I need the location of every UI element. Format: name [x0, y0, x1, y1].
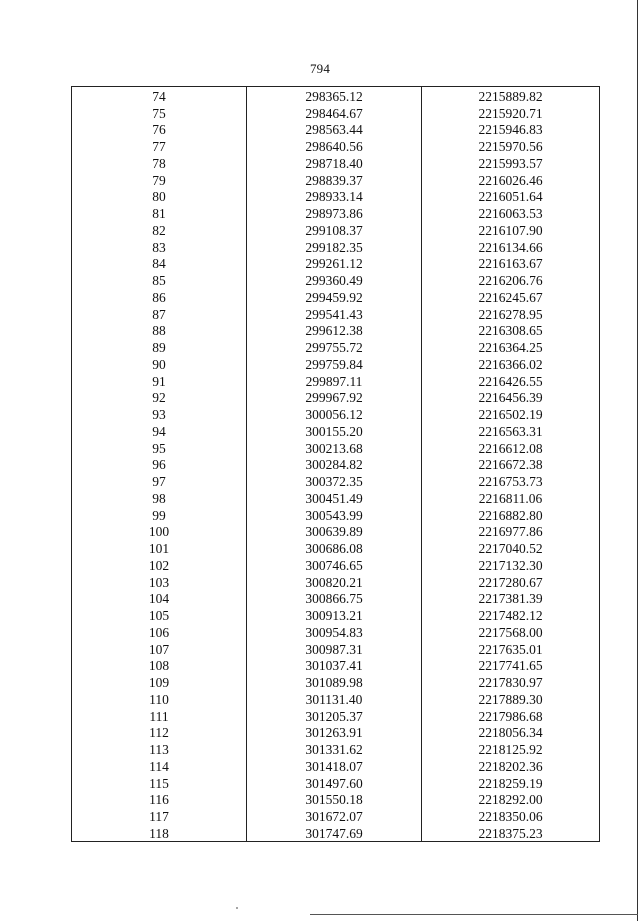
table-row: [72, 489, 600, 506]
point-number-cell: 78: [152, 155, 166, 171]
x-coordinate-cell: 300056.12: [247, 405, 422, 422]
x-coordinate-cell: 300372.35: [247, 472, 422, 489]
y-coordinate-cell: 2218259.19: [422, 774, 600, 791]
x-coordinate-cell: 299459.92: [247, 288, 422, 305]
table-row: [72, 372, 600, 389]
table-row: [72, 121, 600, 138]
point-number-cell: 109: [148, 675, 170, 690]
point-number-cell: 79: [152, 172, 166, 188]
table-row: [72, 171, 600, 188]
table-row: [72, 255, 600, 272]
table-row: [72, 154, 600, 171]
y-coordinate-cell: 2216107.90: [422, 221, 600, 238]
x-coordinate-cell: 301131.40: [247, 690, 422, 707]
scan-speck: [236, 907, 238, 909]
x-coordinate-cell: 298973.86: [247, 204, 422, 221]
y-coordinate-cell: 2216612.08: [422, 439, 600, 456]
page-edge-bottom: [310, 914, 638, 915]
x-coordinate-cell: 299759.84: [247, 355, 422, 372]
point-number-cell: 91: [152, 373, 166, 389]
y-coordinate-cell: 2216308.65: [422, 322, 600, 339]
x-coordinate-cell: 301037.41: [247, 657, 422, 674]
point-number-cell: 101: [148, 541, 170, 556]
y-coordinate-cell: 2216278.95: [422, 305, 600, 322]
table-row: [72, 405, 600, 422]
table-row: [72, 606, 600, 623]
x-coordinate-cell: 300213.68: [247, 439, 422, 456]
x-coordinate-cell: 299360.49: [247, 271, 422, 288]
point-number-cell: 100: [148, 524, 170, 540]
page-edge-right: [637, 0, 638, 921]
table-row: [72, 523, 600, 540]
y-coordinate-cell: 2218056.34: [422, 724, 600, 741]
x-coordinate-cell: 299755.72: [247, 338, 422, 355]
table-row: [72, 422, 600, 439]
x-coordinate-cell: 301747.69: [247, 824, 422, 841]
point-number-cell: 85: [152, 273, 166, 288]
point-number-cell: 102: [148, 557, 170, 573]
y-coordinate-cell: 2216366.02: [422, 355, 600, 372]
table-row: [72, 322, 600, 339]
x-coordinate-cell: 299897.11: [247, 372, 422, 389]
point-number-cell: 117: [149, 809, 169, 824]
table-row: [72, 707, 600, 724]
y-coordinate-cell: 2216672.38: [422, 456, 600, 473]
point-number-cell: 113: [149, 742, 169, 757]
point-number-cell: 93: [152, 407, 166, 422]
point-number-cell: 88: [152, 323, 166, 339]
table-row: [72, 137, 600, 154]
y-coordinate-cell: 2217889.30: [422, 690, 600, 707]
y-coordinate-cell: 2217568.00: [422, 623, 600, 640]
point-number-cell: 105: [148, 608, 170, 623]
y-coordinate-cell: 2216502.19: [422, 405, 600, 422]
point-number-cell: 75: [152, 105, 166, 121]
x-coordinate-cell: 298718.40: [247, 154, 422, 171]
point-number-cell: 112: [149, 725, 169, 741]
point-number-cell: 104: [148, 591, 170, 607]
y-coordinate-cell: 2216026.46: [422, 171, 600, 188]
table-row: [72, 506, 600, 523]
y-coordinate-cell: 2216811.06: [422, 489, 600, 506]
table-row: [72, 305, 600, 322]
y-coordinate-cell: 2216134.66: [422, 238, 600, 255]
x-coordinate-cell: 299612.38: [247, 322, 422, 339]
x-coordinate-cell: 301672.07: [247, 807, 422, 824]
point-number-cell: 77: [152, 139, 166, 154]
x-coordinate-cell: 300451.49: [247, 489, 422, 506]
x-coordinate-cell: 300543.99: [247, 506, 422, 523]
table-row: [72, 690, 600, 707]
x-coordinate-cell: 300866.75: [247, 590, 422, 607]
x-coordinate-cell: 298839.37: [247, 171, 422, 188]
point-number-cell: 99: [152, 507, 166, 523]
y-coordinate-cell: 2217741.65: [422, 657, 600, 674]
point-number-cell: 115: [149, 775, 169, 791]
table-row: [72, 757, 600, 774]
y-coordinate-cell: 2217132.30: [422, 556, 600, 573]
y-coordinate-cell: 2215920.71: [422, 104, 600, 121]
table-row: [72, 539, 600, 556]
table-row: [72, 288, 600, 305]
point-number-cell: 97: [152, 474, 166, 489]
x-coordinate-cell: 300820.21: [247, 573, 422, 590]
point-number-cell: 111: [149, 708, 169, 724]
x-coordinate-cell: 301550.18: [247, 791, 422, 808]
table-row: [72, 657, 600, 674]
y-coordinate-cell: 2217381.39: [422, 590, 600, 607]
y-coordinate-cell: 2218125.92: [422, 740, 600, 757]
y-coordinate-cell: 2216977.86: [422, 523, 600, 540]
point-number-cell: 76: [152, 122, 166, 138]
table-row: [72, 271, 600, 288]
table-row: [72, 590, 600, 607]
y-coordinate-cell: 2217986.68: [422, 707, 600, 724]
point-number-cell: 118: [149, 825, 169, 841]
point-number-cell: 110: [149, 691, 169, 707]
table-row: [72, 355, 600, 372]
x-coordinate-cell: 301205.37: [247, 707, 422, 724]
y-coordinate-cell: 2218202.36: [422, 757, 600, 774]
y-coordinate-cell: 2217280.67: [422, 573, 600, 590]
y-coordinate-cell: 2216063.53: [422, 204, 600, 221]
table-row: [72, 104, 600, 121]
table-row: [72, 472, 600, 489]
table-row: [72, 221, 600, 238]
y-coordinate-cell: 2216882.80: [422, 506, 600, 523]
point-number-cell: 89: [152, 340, 166, 355]
table-row: [72, 389, 600, 406]
coordinate-table: [71, 86, 600, 842]
x-coordinate-cell: 300155.20: [247, 422, 422, 439]
x-coordinate-cell: 298464.67: [247, 104, 422, 121]
point-number-cell: 116: [149, 792, 169, 808]
y-coordinate-cell: 2215946.83: [422, 121, 600, 138]
x-coordinate-cell: 301089.98: [247, 673, 422, 690]
point-number-cell: 106: [148, 624, 170, 640]
y-coordinate-cell: 2215993.57: [422, 154, 600, 171]
page-number: 794: [309, 61, 331, 76]
x-coordinate-cell: 298933.14: [247, 188, 422, 205]
table-row: [72, 824, 600, 841]
y-coordinate-cell: 2216206.76: [422, 271, 600, 288]
point-number-cell: 86: [152, 289, 166, 305]
x-coordinate-cell: 298365.12: [247, 87, 422, 104]
x-coordinate-cell: 301263.91: [247, 724, 422, 741]
y-coordinate-cell: 2217482.12: [422, 606, 600, 623]
x-coordinate-cell: 301497.60: [247, 774, 422, 791]
table-row: [72, 439, 600, 456]
y-coordinate-cell: 2218375.23: [422, 824, 600, 841]
table-row: [72, 640, 600, 657]
x-coordinate-cell: 298640.56: [247, 137, 422, 154]
point-number-cell: 90: [152, 356, 166, 372]
x-coordinate-cell: 300284.82: [247, 456, 422, 473]
point-number-cell: 108: [148, 658, 170, 674]
point-number-cell: 80: [152, 189, 166, 205]
table-row: [72, 791, 600, 808]
table-row: [72, 188, 600, 205]
table-row: [72, 774, 600, 791]
y-coordinate-cell: 2216426.55: [422, 372, 600, 389]
table-row: [72, 623, 600, 640]
table-row: [72, 556, 600, 573]
point-number-cell: 103: [148, 574, 170, 590]
y-coordinate-cell: 2217830.97: [422, 673, 600, 690]
table-row: [72, 740, 600, 757]
x-coordinate-cell: 299541.43: [247, 305, 422, 322]
point-number-cell: 96: [152, 457, 166, 473]
point-number-cell: 84: [152, 256, 166, 272]
x-coordinate-cell: 298563.44: [247, 121, 422, 138]
y-coordinate-cell: 2216163.67: [422, 255, 600, 272]
y-coordinate-cell: 2216245.67: [422, 288, 600, 305]
table-row: [72, 204, 600, 221]
table-row: [72, 338, 600, 355]
y-coordinate-cell: 2218292.00: [422, 791, 600, 808]
y-coordinate-cell: 2216456.39: [422, 389, 600, 406]
x-coordinate-cell: 299182.35: [247, 238, 422, 255]
point-number-cell: 82: [152, 222, 166, 238]
y-coordinate-cell: 2215970.56: [422, 137, 600, 154]
x-coordinate-cell: 300987.31: [247, 640, 422, 657]
point-number-cell: 94: [152, 423, 166, 439]
y-coordinate-cell: 2215889.82: [422, 87, 600, 104]
y-coordinate-cell: 2216364.25: [422, 338, 600, 355]
table-row: [72, 456, 600, 473]
point-number-cell: 87: [152, 306, 166, 322]
point-number-cell: 95: [152, 440, 166, 456]
y-coordinate-cell: 2217635.01: [422, 640, 600, 657]
y-coordinate-cell: 2216753.73: [422, 472, 600, 489]
x-coordinate-cell: 299108.37: [247, 221, 422, 238]
table-row: [72, 238, 600, 255]
x-coordinate-cell: 301331.62: [247, 740, 422, 757]
table-row: [72, 87, 600, 104]
x-coordinate-cell: 300686.08: [247, 539, 422, 556]
table-row: [72, 573, 600, 590]
x-coordinate-cell: 301418.07: [247, 757, 422, 774]
y-coordinate-cell: 2217040.52: [422, 539, 600, 556]
point-number-cell: 114: [149, 758, 169, 774]
table-row: [72, 807, 600, 824]
coordinate-table-body: [72, 87, 600, 842]
y-coordinate-cell: 2216563.31: [422, 422, 600, 439]
x-coordinate-cell: 300746.65: [247, 556, 422, 573]
table-row: [72, 673, 600, 690]
x-coordinate-cell: 300913.21: [247, 606, 422, 623]
y-coordinate-cell: 2218350.06: [422, 807, 600, 824]
x-coordinate-cell: 300954.83: [247, 623, 422, 640]
point-number-cell: 92: [152, 390, 166, 406]
table-row: [72, 724, 600, 741]
point-number-cell: 81: [152, 206, 166, 221]
point-number-cell: 98: [152, 490, 166, 506]
x-coordinate-cell: 299261.12: [247, 255, 422, 272]
point-number-cell: 74: [152, 88, 166, 104]
point-number-cell: 83: [152, 239, 166, 255]
y-coordinate-cell: 2216051.64: [422, 188, 600, 205]
x-coordinate-cell: 299967.92: [247, 389, 422, 406]
point-number-cell: 107: [148, 641, 170, 657]
x-coordinate-cell: 300639.89: [247, 523, 422, 540]
